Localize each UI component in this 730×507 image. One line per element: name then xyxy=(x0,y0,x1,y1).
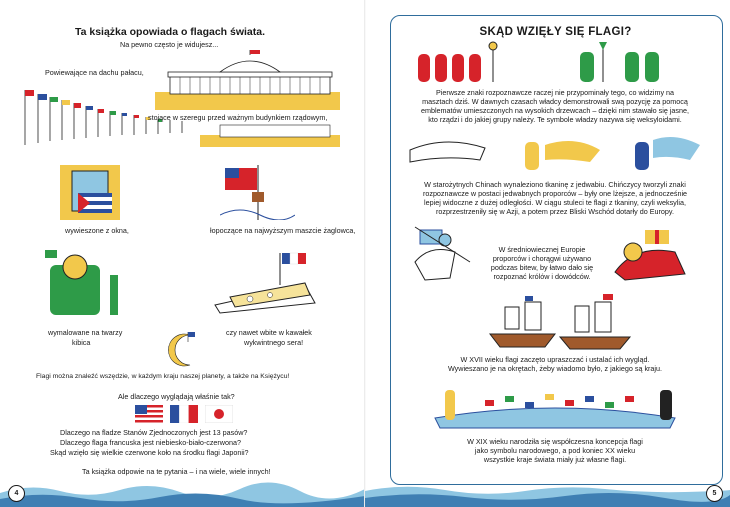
moon-icon xyxy=(162,330,202,370)
ship-mast-illustration xyxy=(220,160,295,220)
p2-line: W starożytnych Chinach wynaleziono tkaninę z jedwabiu. Chińczycy tworzyli znaki xyxy=(424,180,686,189)
p2-line: rozpoznawcze w postaci jedwabnych proporców – były one lżejsze, a jednocześnie xyxy=(422,189,688,198)
right-page xyxy=(365,0,730,507)
question-3: Skąd wzięło się wielkie czerwone koło na środku flagi Japonii? xyxy=(50,448,249,457)
p2-line: rozprzestrzeniły się w Azji, a potem przez Bliski Wschód dotarły do Europy. xyxy=(436,207,674,216)
knight-illustration-right xyxy=(605,222,695,282)
p3-line: rozpoznać królów i dowódców. xyxy=(493,272,591,281)
vexilloid-illustration-1 xyxy=(413,40,518,82)
window-illustration xyxy=(60,165,120,220)
question-2: Dlaczego flaga francuska jest niebiesko-biało-czerwona? xyxy=(60,438,241,447)
p5-line: jako symbolu narodowego, a pod koniec XX wieku xyxy=(474,446,636,455)
cheese-caption-1: czy nawet wbite w kawałek xyxy=(226,328,312,337)
p1-line: emblematów umieszczonych na wysokich drzewcach – dzięki nim stawało się jasne, xyxy=(420,106,690,115)
p2-line: lepiej widoczne z dużej odległości. W ciągu stuleci te flagi z tkaniny, czyli weksylia, xyxy=(424,198,686,207)
wave-decoration-left xyxy=(0,481,365,507)
paragraph-medieval xyxy=(477,245,607,281)
question-text: Ale dlaczego wyglądają właśnie tak? xyxy=(118,392,235,401)
p3-line: podczas bitew, by łatwo dało się xyxy=(490,263,594,272)
cheese-illustration xyxy=(210,245,325,315)
page-number-left: 4 xyxy=(8,485,25,502)
world-flags-illustration xyxy=(425,378,685,430)
vexilloid-illustration-2 xyxy=(575,40,670,82)
japan-flag-icon xyxy=(205,405,233,423)
face-caption-1: wymalowane na twarzy xyxy=(48,328,123,337)
intro-text: Na pewno często je widujesz... xyxy=(120,40,219,49)
p1-line: Pierwsze znaki rozpoznawcze raczej nie przypominały tego, co widzimy na xyxy=(435,88,675,97)
p3-line: proporców i chorągwi używano xyxy=(492,254,592,263)
france-flag-icon xyxy=(170,405,198,423)
palace-caption: Powiewające na dachu pałacu, xyxy=(45,68,144,77)
paragraph-ships xyxy=(425,355,685,373)
everywhere-text: Flagi można znaleźć wszędzie, w każdym kraju naszej planety, a także na Księżycu! xyxy=(36,373,290,380)
paragraph-modern xyxy=(425,437,685,464)
page-title-right: SKĄD WZIĘŁY SIĘ FLAGI? xyxy=(479,26,632,38)
p1-line: masztach dziś. W dawnych czasach władcy demonstrowali swą pozycję za pomocą xyxy=(422,97,688,106)
row-caption: stojące w szeregu przed ważnym budynkiem rządowym, xyxy=(148,113,328,122)
page-number-right: 5 xyxy=(706,485,723,502)
cheese-caption-2: wykwintnego sera! xyxy=(244,338,304,347)
p4-line: Wywieszano je na okrętach, żeby wiadomo było, z jakiego są kraju. xyxy=(447,364,663,373)
p3-line: W średniowiecznej Europie xyxy=(498,245,586,254)
wave-decoration-right xyxy=(365,481,730,507)
knight-illustration-left xyxy=(410,222,485,282)
question-1: Dlaczego na fladze Stanów Zjednoczonych jest 13 pasów? xyxy=(60,428,248,437)
silk-banner-illustration xyxy=(405,130,705,172)
fan-illustration xyxy=(40,245,130,320)
window-caption: wywieszone z okna, xyxy=(65,226,129,235)
ships-illustration xyxy=(485,292,635,352)
face-caption-2: kibica xyxy=(72,338,91,347)
paragraph-vexilloids xyxy=(405,88,705,124)
page-title-left: Ta książka opowiada o flagach świata. xyxy=(74,26,266,38)
paragraph-silk xyxy=(405,180,705,216)
p5-line: W XIX wieku narodziła się współczesna koncepcja flagi xyxy=(467,437,643,446)
answer-text: Ta książka odpowie na te pytania – i na wiele, wiele innych! xyxy=(82,467,271,476)
usa-flag-icon xyxy=(135,405,163,423)
mast-caption: łopoczące na najwyższym maszcie żaglowca, xyxy=(210,226,356,235)
p4-line: W XVII wieku flagi zaczęto upraszczać i ustalać ich wygląd. xyxy=(460,355,650,364)
p1-line: kto rządzi i do jakiej grupy należy. Te symbole władzy nazywa się weksyloidami. xyxy=(428,115,682,124)
p5-line: wszystkie kraje świata miały już własne flagi. xyxy=(483,455,627,464)
